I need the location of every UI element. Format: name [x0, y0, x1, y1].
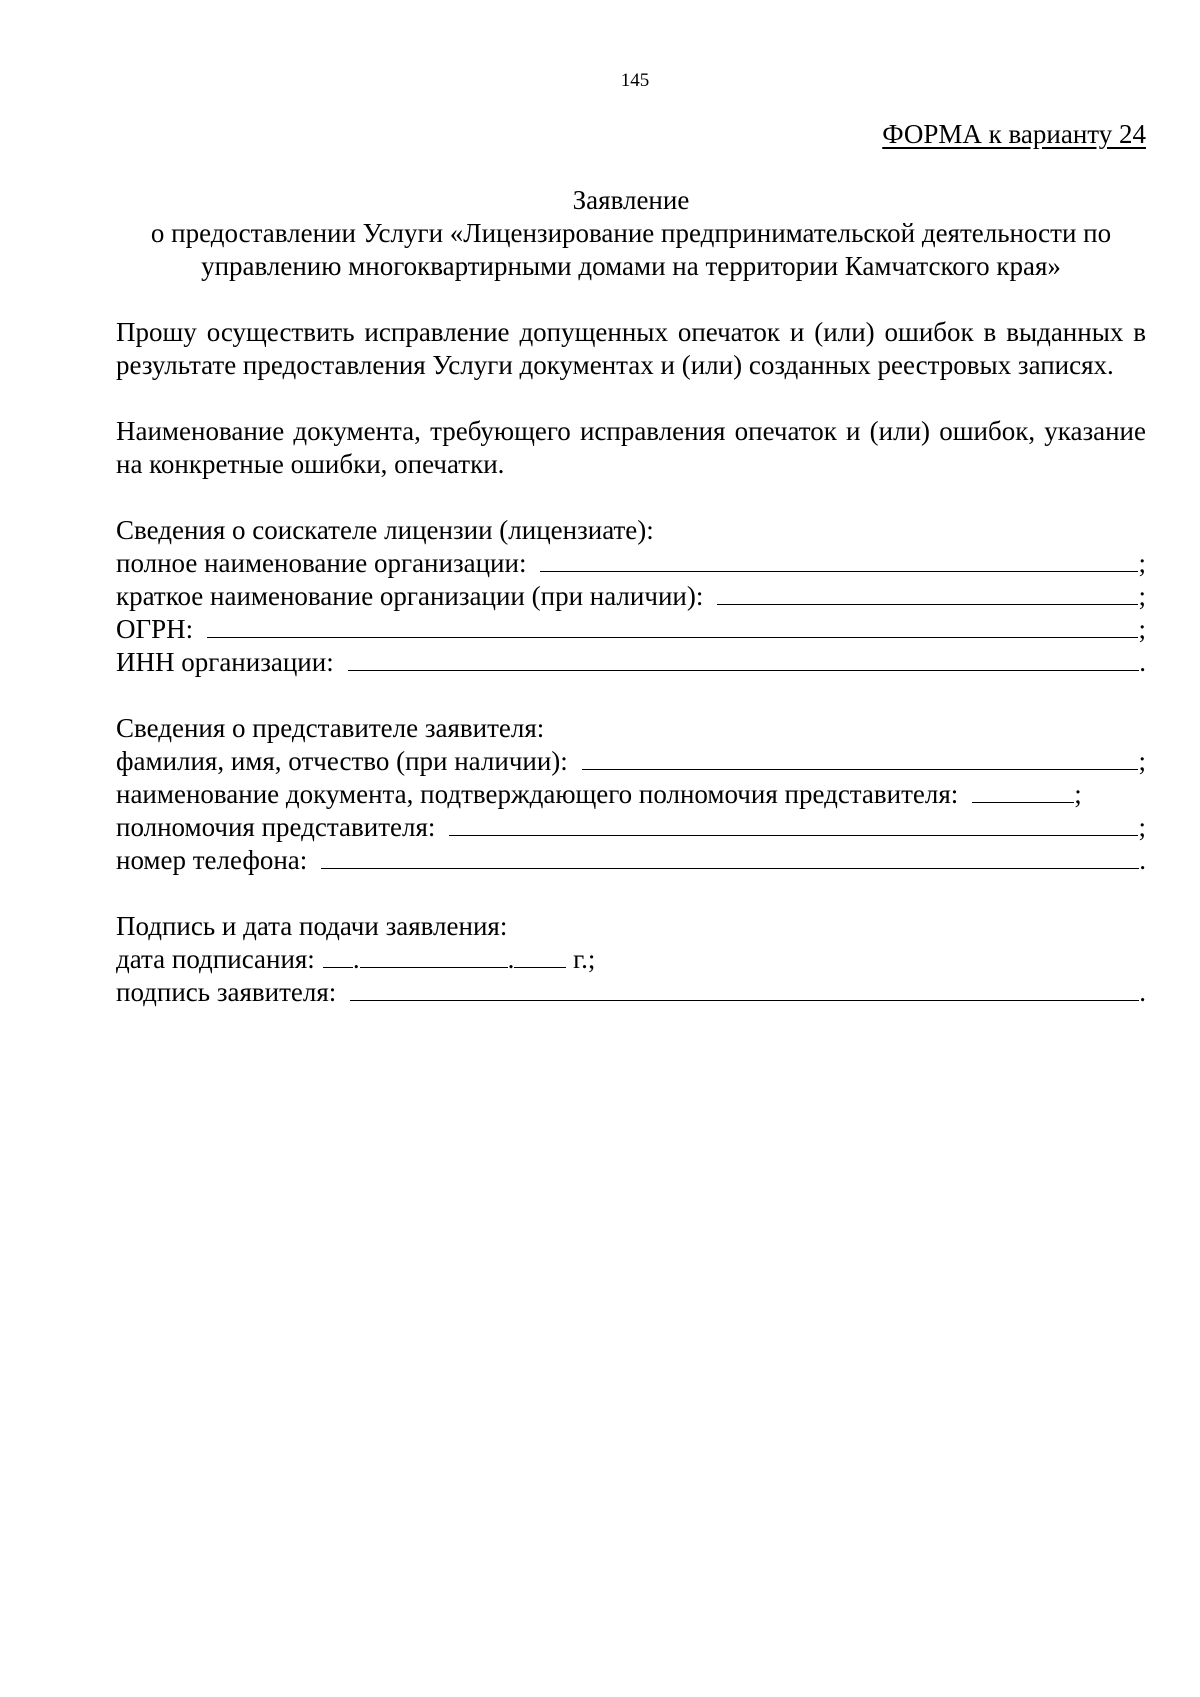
field-full-name-org [116, 547, 1146, 580]
date-separator: . [507, 944, 515, 974]
date-month-blank[interactable] [360, 943, 508, 968]
request-paragraph: Прошу осуществить исправление допущенных опечаток и (или) ошибок в выданных в результате предоставления Услуги документах и (или) созданных реестровых записях. [116, 317, 1146, 380]
signature-section [116, 910, 1146, 1009]
form-reference-text: ФОРМА к варианту 24 [882, 119, 1146, 149]
rep-phone-blank[interactable] [321, 844, 1139, 869]
field-ogrn [116, 613, 1146, 646]
signature-heading: Подпись и дата подачи заявления: [116, 911, 508, 941]
field-label: номер телефона: [116, 845, 308, 875]
date-label: дата подписания: [116, 944, 315, 974]
field-end: ; [1074, 779, 1082, 809]
field-label: полное наименование организации: [116, 548, 527, 578]
full-name-org-blank[interactable] [540, 547, 1138, 572]
field-short-name-org [116, 580, 1146, 613]
field-rep-phone [116, 844, 1146, 877]
inn-blank[interactable] [348, 646, 1140, 671]
rep-authority-blank[interactable] [449, 811, 1138, 836]
field-inn [116, 646, 1146, 679]
form-content [116, 118, 1146, 1009]
field-label: ОГРН: [116, 614, 194, 644]
page-number: 145 [620, 70, 650, 91]
representative-section [116, 712, 1146, 877]
field-sign-date [116, 943, 1146, 976]
document-title [116, 184, 1146, 283]
field-label: наименование документа, подтверждающего полномочия представителя: [116, 779, 959, 809]
field-end: . [1139, 977, 1146, 1007]
signature-label: подпись заявителя: [116, 977, 337, 1007]
ogrn-blank[interactable] [207, 613, 1138, 638]
title-line-2: о предоставлении Услуги «Лицензирование предпринимательской деятельности по [150, 218, 1112, 248]
field-rep-authority [116, 811, 1146, 844]
applicant-heading: Сведения о соискателе лицензии (лицензиате): [116, 515, 654, 545]
field-label: краткое наименование организации (при наличии): [116, 581, 704, 611]
title-line-1: Заявление [572, 185, 690, 215]
field-end: ; [1138, 812, 1146, 842]
date-year-blank[interactable] [514, 943, 566, 968]
field-rep-fio [116, 745, 1146, 778]
field-end: ; [1138, 746, 1146, 776]
document-paragraph: Наименование документа, требующего исправления опечаток и (или) ошибок, указание на конкретные ошибки, опечатки. [116, 416, 1146, 479]
title-line-3: управлению многоквартирными домами на территории Камчатского края» [201, 251, 1061, 281]
field-end: . [1139, 647, 1146, 677]
field-label: полномочия представителя: [116, 812, 436, 842]
date-day-blank[interactable] [323, 943, 353, 968]
field-end: ; [1138, 548, 1146, 578]
field-label: фамилия, имя, отчество (при наличии): [116, 746, 568, 776]
field-signature [116, 976, 1146, 1009]
applicant-section [116, 514, 1146, 679]
date-suffix: г.; [566, 944, 596, 974]
rep-document-blank[interactable] [972, 778, 1074, 803]
field-end: ; [1138, 581, 1146, 611]
rep-fio-blank[interactable] [582, 745, 1139, 770]
short-name-org-blank[interactable] [717, 580, 1138, 605]
representative-heading: Сведения о представителе заявителя: [116, 713, 545, 743]
field-label: ИНН организации: [116, 647, 334, 677]
field-rep-document [116, 778, 1146, 811]
field-end: . [1139, 845, 1146, 875]
date-separator: . [352, 944, 360, 974]
field-end: ; [1138, 614, 1146, 644]
signature-blank[interactable] [350, 976, 1139, 1001]
form-reference [116, 118, 1146, 151]
